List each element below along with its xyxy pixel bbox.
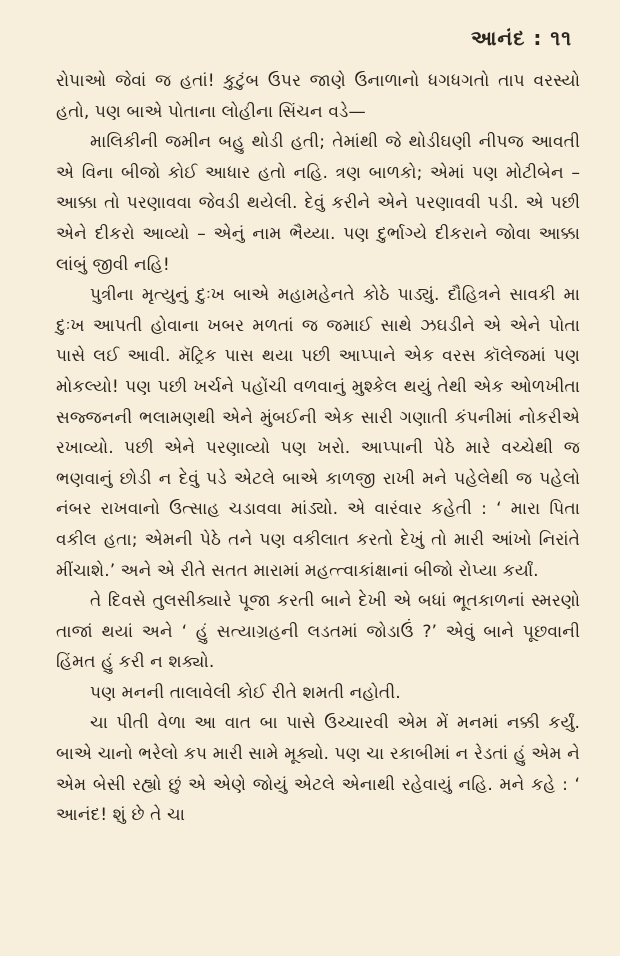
paragraph: પણ મનની તાલાવેલી કોઈ રીતે શમતી નહોતી. [90,682,401,703]
paragraph: રોપાઓ જેવાં જ હતાં! કુટુંબ ઉપર જાણે ઉનાળાનો ધગધગતો તાપ વરસ્યો હતો, પણ બાએ પોતાના લોહીના સિંચન વડે— [56,71,580,122]
paragraph: તે દિવસે તુલસીક્યારે પૂજા કરતી બાને દેખી એ બધાં ભૂતકાળનાં સ્મરણો તાજાં થયાં અને ‘ હું સત્યાગ્રહની લડતમાં જોડાઉં ?’ એવું બાને પૂછવાની હિંમત હું કરી ન શક્યો. [56,591,580,673]
paragraph: માલિકીની જમીન બહુ થોડી હતી; તેમાંથી જે થોડીઘણી નીપજ આવતી એ વિના બીજો કોઈ આધાર હતો નહિ. ત્રણ બાળકો; એમાં પણ મોટીબેન – આક્કા તો પરણાવવા જેવડી થયેલી. દેવું કરીને એને પરણાવવી પડી. એ પછી એને દીકરો આવ્યો – એનું નામ ભૈય્યા. પણ દુર્ભાગ્યે દીકરાને જોવા આક્કા લાંબું જીવી નહિ! [56,132,580,275]
body-text [56,66,580,831]
paragraph: ચા પીતી વેળા આ વાત બા પાસે ઉચ્ચારવી એમ મેં મનમાં નક્કી કર્યું. બાએ ચાનો ભરેલો કપ મારી સામે મૂક્યો. પણ ચા રકાબીમાં ન રેડતાં હું એમ ને એમ બેસી રહ્યો છું એ એણે જોયું એટલે એનાથી રહેવાયું નહિ. મને કહે : ‘ આનંદ! શું છે તે ચા [56,713,580,826]
paragraph: પુત્રીના મૃત્યુનું દુઃખ બાએ મહામહેનતે કોઠે પાડ્યું. દૌહિત્રને સાવકી મા દુઃખ આપતી હોવાના ખબર મળતાં જ જમાઈ સાથે ઝઘડીને એ એને પોતા પાસે લઈ આવી. મૅટ્રિક પાસ થયા પછી આપ્પાને એક વરસ કૉલેજમાં પણ મોકલ્યો! પણ પછી ખર્ચને પહોંચી વળવાનું મુશ્કેલ થયું તેથી એક ઓળખીતા સજ્જનની ભલામણથી એને મુંબઈની એક સારી ગણાતી કંપનીમાં નોકરીએ રખાવ્યો. પછી એને પરણાવ્યો પણ ખરો. આપ્પાની પેઠે મારે વચ્ચેથી જ ભણવાનું છોડી ન દેવું પડે એટલે બાએ કાળજી રાખી મને પહેલેથી જ પહેલો નંબર રાખવાનો ઉત્સાહ ચડાવવા માંડ્યો. એ વારંવાર કહેતી : ‘ મારા પિતા વકીલ હતા; એમની પેઠે તને પણ વકીલાત કરતો દેખું તો મારી આંખો નિરાંતે મીંચાશે.’ અને એ રીતે સતત મારામાં મહત્ત્વાકાંક્ષાનાં બીજો રોપ્યા કર્યાં. [56,285,580,581]
running-header: આનંદ : ૧૧ [470,26,572,50]
